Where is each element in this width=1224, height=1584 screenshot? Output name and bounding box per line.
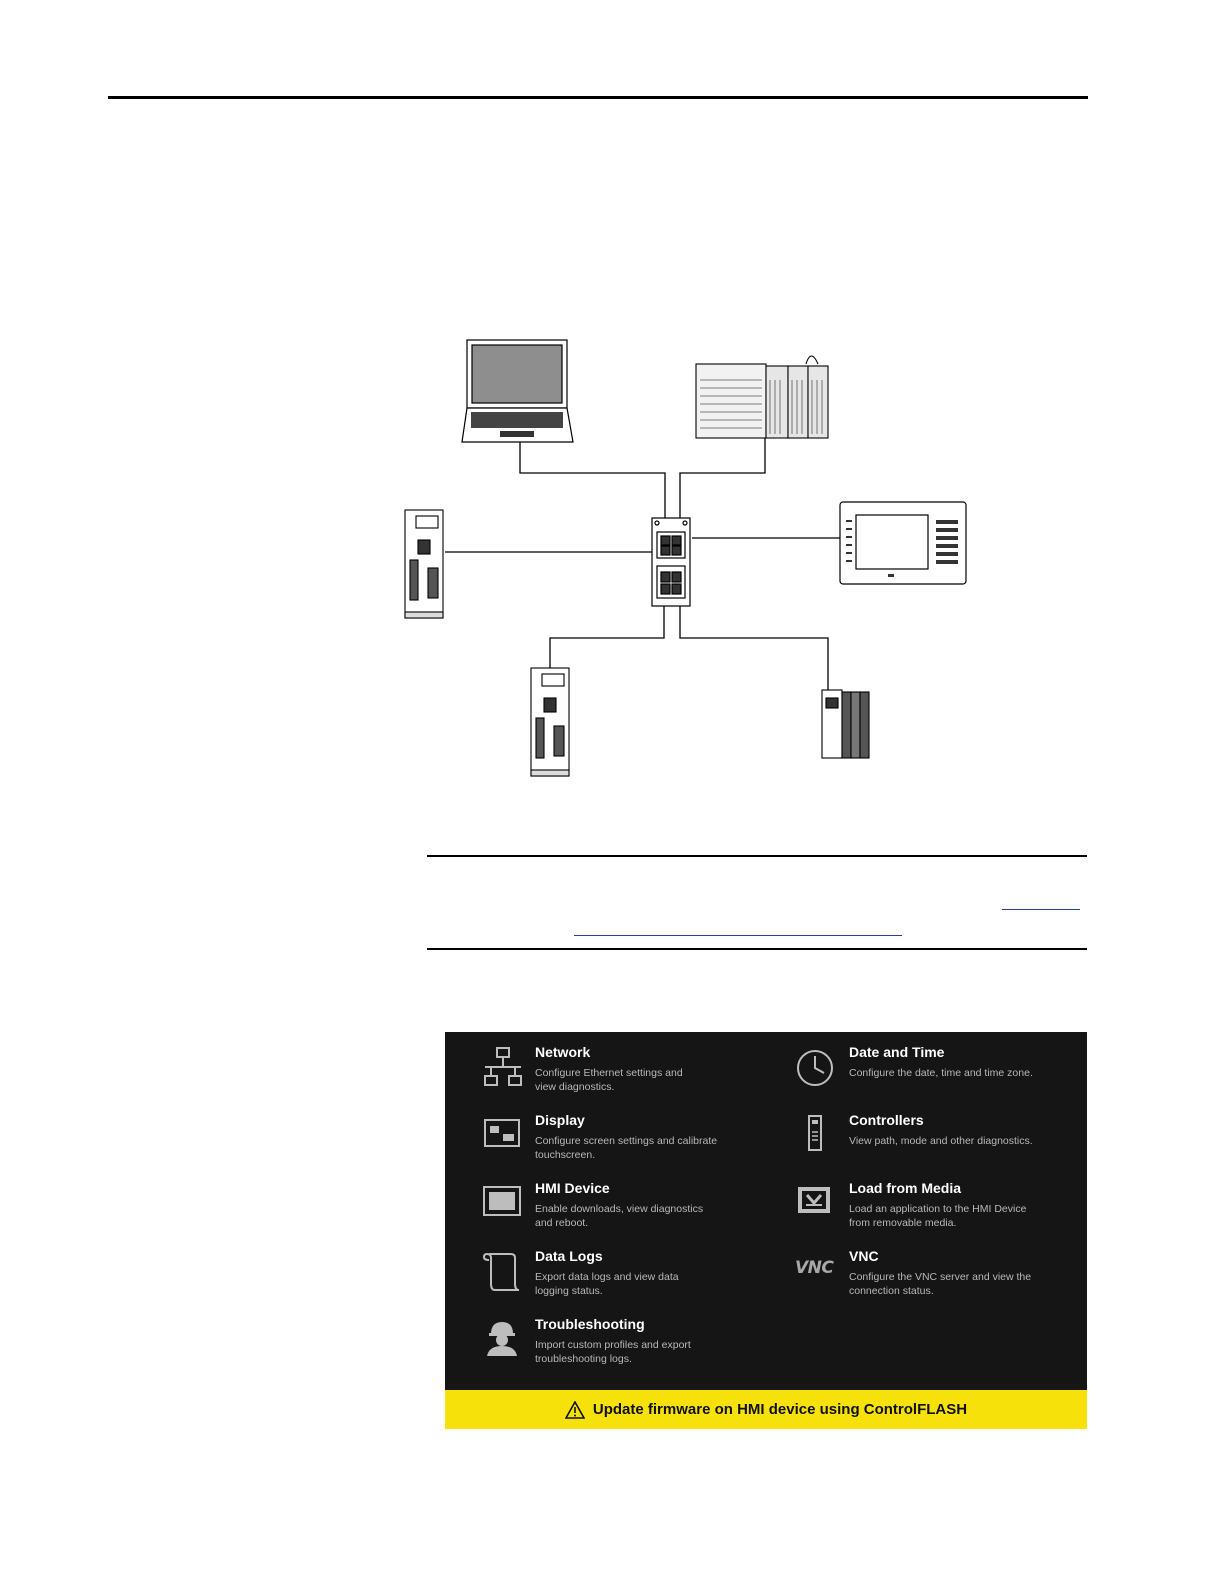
menu-item-load-from-media[interactable] bbox=[795, 1180, 1087, 1240]
cable-rack bbox=[680, 438, 765, 518]
ethernet-switch-icon bbox=[652, 518, 690, 606]
menu-item-desc: Export data logs and view data logging status. bbox=[535, 1271, 679, 1297]
note-link-underline-1[interactable] bbox=[1002, 909, 1080, 910]
menu-item-title: Display bbox=[535, 1112, 585, 1128]
menu-item-desc: Configure the date, time and time zone. bbox=[849, 1067, 1033, 1079]
servo-drive-left-icon bbox=[405, 510, 443, 618]
menu-item-title: VNC bbox=[849, 1248, 879, 1264]
menu-item-desc: Enable downloads, view diagnostics and reboot. bbox=[535, 1203, 704, 1229]
controller-rack-icon bbox=[696, 356, 828, 438]
cable-bottom-drive bbox=[550, 606, 664, 668]
load-media-icon bbox=[795, 1182, 839, 1226]
menu-item-hmi-device[interactable] bbox=[481, 1180, 781, 1240]
cable-laptop bbox=[520, 442, 665, 518]
menu-item-vnc[interactable] bbox=[795, 1248, 1087, 1308]
hmi-panel-icon bbox=[840, 502, 966, 584]
menu-item-date-and-time[interactable] bbox=[795, 1044, 1087, 1104]
menu-item-desc: View path, mode and other diagnostics. bbox=[849, 1135, 1033, 1147]
menu-item-title: Controllers bbox=[849, 1112, 924, 1128]
menu-item-controllers[interactable] bbox=[795, 1112, 1087, 1172]
menu-item-title: Load from Media bbox=[849, 1180, 962, 1196]
warning-icon bbox=[565, 1401, 585, 1419]
firmware-update-banner[interactable] bbox=[445, 1390, 1087, 1429]
top-rule bbox=[108, 96, 1088, 99]
clock-icon bbox=[795, 1046, 839, 1090]
cable-io bbox=[680, 606, 828, 692]
controller-icon bbox=[795, 1114, 839, 1158]
note-top-rule bbox=[427, 855, 1087, 857]
menu-item-title: HMI Device bbox=[535, 1180, 610, 1196]
vnc-icon-text: VNC bbox=[795, 1258, 834, 1278]
menu-item-desc: Import custom profiles and export troubleshooting logs. bbox=[535, 1339, 691, 1365]
menu-item-data-logs[interactable] bbox=[481, 1248, 781, 1308]
firmware-update-text: Update firmware on HMI device using ControlFLASH bbox=[592, 1401, 968, 1418]
menu-item-desc: Configure the VNC server and view the connection status. bbox=[849, 1271, 1032, 1297]
scroll-icon bbox=[481, 1250, 525, 1294]
worker-icon bbox=[481, 1318, 525, 1362]
menu-item-title: Data Logs bbox=[535, 1248, 603, 1264]
vnc-icon bbox=[795, 1250, 839, 1294]
menu-item-network[interactable] bbox=[481, 1044, 781, 1104]
menu-item-desc: Configure Ethernet settings and view diagnostics. bbox=[535, 1067, 683, 1093]
hmi-settings-menu bbox=[445, 1032, 1087, 1429]
menu-item-display[interactable] bbox=[481, 1112, 781, 1172]
servo-drive-bottom-icon bbox=[531, 668, 569, 776]
laptop-icon bbox=[462, 340, 573, 442]
menu-item-desc: Configure screen settings and calibrate touchscreen. bbox=[535, 1135, 718, 1161]
menu-item-title: Troubleshooting bbox=[535, 1316, 645, 1332]
display-icon bbox=[481, 1114, 525, 1158]
note-bottom-rule bbox=[427, 948, 1087, 950]
hmi-device-icon bbox=[481, 1182, 525, 1226]
io-module-icon bbox=[822, 690, 869, 758]
network-topology-diagram bbox=[380, 330, 980, 790]
menu-item-troubleshooting[interactable] bbox=[481, 1316, 781, 1376]
note-link-underline-2[interactable] bbox=[574, 935, 902, 936]
menu-item-desc: Load an application to the HMI Device from removable media. bbox=[849, 1203, 1027, 1229]
network-icon bbox=[481, 1046, 525, 1090]
menu-item-title: Network bbox=[535, 1044, 591, 1060]
menu-item-title: Date and Time bbox=[849, 1044, 945, 1060]
